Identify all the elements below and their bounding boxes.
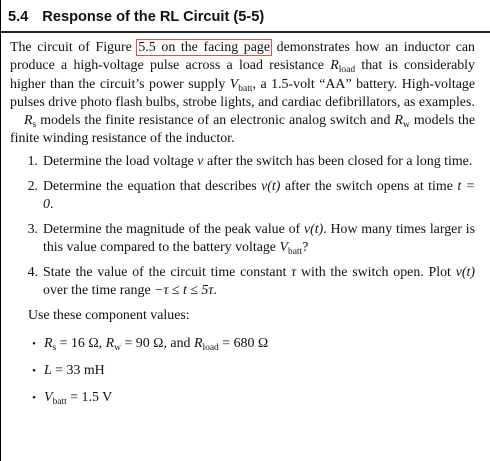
list-item-text: $V_{batt} = 1.5$ V [44,390,113,408]
list-item [10,335,475,353]
section-title: Response of the RL Circuit (5-5) [42,9,265,25]
list-item-text: Determine the load voltage v after the switch has been closed for a long time. [43,153,473,169]
list-item-number: 2. [27,178,38,194]
list-item-text: L = 33 mH [44,362,105,378]
component-list [10,335,475,408]
section-number: 5.4 [8,9,29,25]
bullet-icon: • [32,392,36,405]
r-s-symbol: $R_s$ [24,113,37,131]
intro-text-end: , a 1.5-volt “AA” battery. High-voltage pulses drive photo flash bulbs, strobe lights, and cardiac defibrillators, as examples. [10,76,476,110]
v-batt-symbol: $V_{batt}$ [229,76,253,94]
list-item-text: Determine the equation that describes v(t) after the switch opens at time t = 0. [43,178,475,212]
intro-text-mid: demonstrates how an inductor can produce a high-voltage pulse across a load resistance [10,40,475,74]
list-item [10,178,475,215]
bullet-icon: • [32,337,36,350]
question-list [10,153,475,301]
resistance-text-mid: models the finite resistance of an electronic analog switch and [36,113,395,129]
list-item-number: 4. [27,264,38,280]
resistance-paragraph [10,112,475,149]
list-item-number: 3. [27,221,38,237]
intro-text-start: The circuit of Figure [10,40,138,55]
list-item-text: $R_s = 16$ Ω, $R_w = 90$ Ω, and $R_{load} = 680$ Ω [44,335,269,353]
list-item-text: Determine the magnitude of the peak value of v(t). How many times larger is this value compared to the battery voltage $V_{batt}$? [43,221,476,257]
component-values-intro: Use these component values: [28,308,190,324]
bullet-icon: • [32,364,36,377]
list-item-text: State the value of the circuit time constant τ with the switch open. Plot v(t) over the time range −τ ≤ t ≤ 5τ. [43,264,475,299]
r-load-symbol: $R_{load}$ [330,58,356,76]
section-heading [8,9,264,25]
resistance-text-end: models the finite winding resistance of the inductor. [10,113,475,147]
intro-paragraph [10,39,475,112]
list-item [10,389,475,407]
list-item [10,153,475,171]
document-body [10,39,475,408]
intro-text-mid2: that is considerably higher than the circuit’s power supply [10,58,475,92]
r-w-symbol: $R_w$ [394,113,410,131]
list-item [10,221,475,258]
heading-rule [1,31,490,33]
figure-link[interactable]: 5.5 on the facing page [138,40,271,55]
list-item [10,264,475,301]
list-item [10,362,475,380]
list-item-number: 1. [27,153,38,169]
